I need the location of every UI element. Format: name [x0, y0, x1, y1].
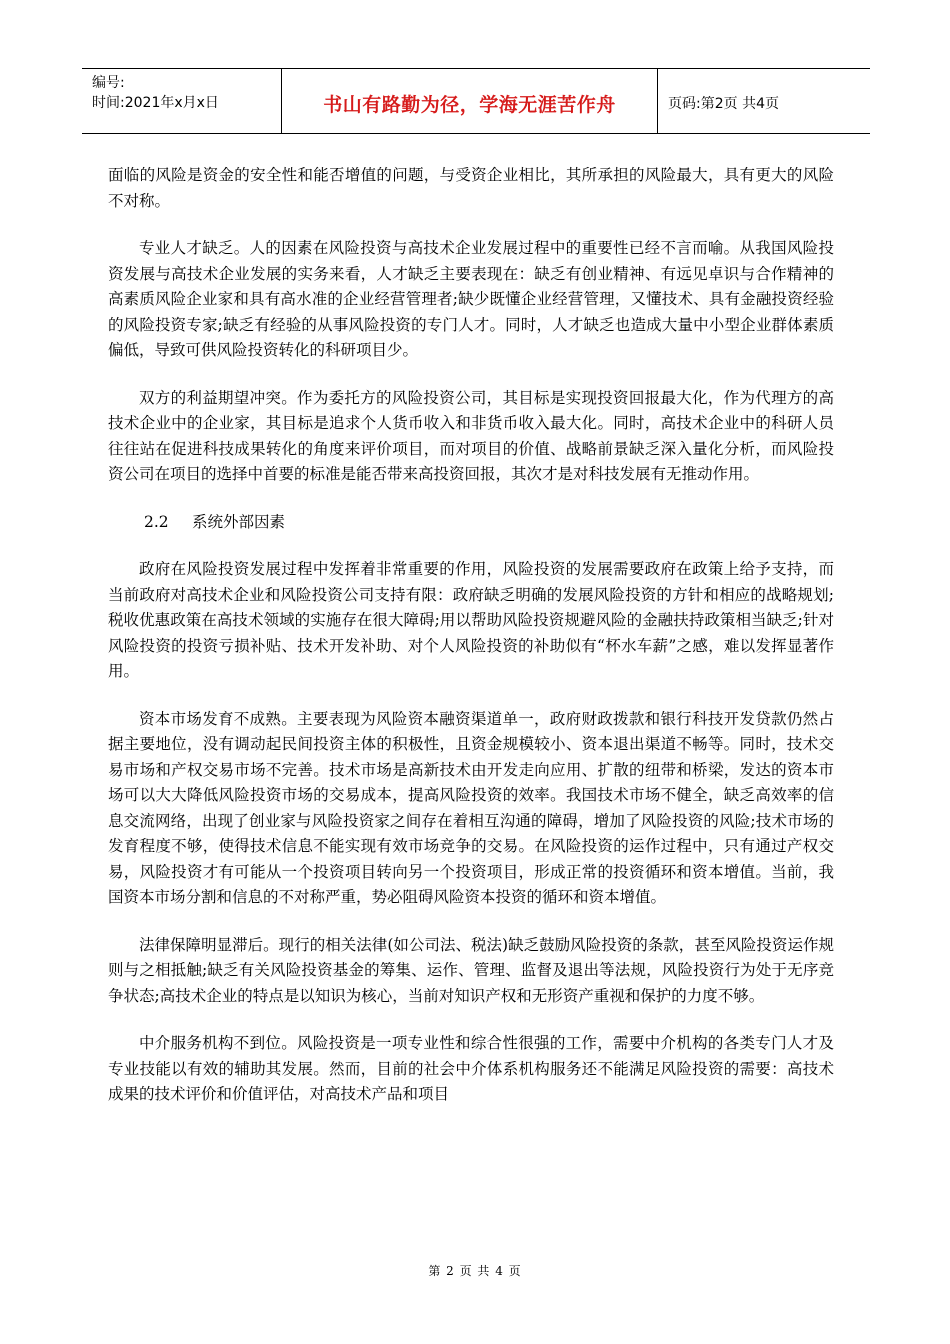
paragraph: 专业人才缺乏。人的因素在风险投资与高技术企业发展过程中的重要性已经不言而喻。从我国风险投资发展与高技术企业发展的实务来看，人才缺乏主要表现在：缺乏有创业精神、有远见卓识与合作精神的高素质风险企业家和具有高水准的企业经营管理者;缺少既懂企业经营管理，又懂技术、具有金融投资经验的风险投资专家;缺乏有经验的从事风险投资的专门人才。同时，人才缺乏也造成大量中小型企业群体素质偏低，导致可供风险投资转化的科研项目少。: [108, 239, 834, 359]
page-header: [82, 68, 870, 134]
section-number: 2.2: [144, 512, 169, 531]
document-number-label: 编号:: [92, 75, 125, 91]
header-page-info: 页码:第2页 共4页: [668, 96, 779, 112]
page-footer: 第 2 页 共 4 页: [428, 1264, 522, 1278]
header-meta: [82, 69, 282, 133]
paragraph: 面临的风险是资金的安全性和能否增值的问题，与受资企业相比，其所承担的风险最大，具有更大的风险不对称。: [108, 166, 834, 210]
document-body: [108, 163, 834, 1130]
paragraph: 法律保障明显滞后。现行的相关法律(如公司法、税法)缺乏鼓励风险投资的条款，甚至风险投资运作规则与之相抵触;缺乏有关风险投资基金的筹集、运作、管理、监督及退出等法规，风险投资行为处于无序竞争状态;高技术企业的特点是以知识为核心，当前对知识产权和无形资产重视和保护的力度不够。: [108, 935, 834, 1005]
header-motto: 书山有路勤为径，学海无涯苦作舟: [282, 69, 658, 133]
section-heading: [108, 510, 834, 536]
section-title: 系统外部因素: [192, 512, 286, 531]
paragraph: 资本市场发育不成熟。主要表现为风险资本融资渠道单一，政府财政拨款和银行科技开发贷款仍然占据主要地位，没有调动起民间投资主体的积极性，且资金规模较小、资本退出渠道不畅等。同时，技术交易市场和产权交易市场不完善。技术市场是高新技术由开发走向应用、扩散的纽带和桥梁，发达的资本市场可以大大降低风险投资市场的交易成本，提高风险投资的效率。我国技术市场不健全，缺乏高效率的信息交流网络，出现了创业家与风险投资家之间存在着相互沟通的障碍，增加了风险投资的风险;技术市场的发育程度不够，使得技术信息不能实现有效市场竞争的交易。在风险投资的运作过程中，只有通过产权交易，风险投资才有可能从一个投资项目转向另一个投资项目，形成正常的投资循环和资本增值。当前，我国资本市场分割和信息的不对称严重，势必阻碍风险资本投资的循环和资本增值。: [108, 709, 834, 906]
document-time-label: 时间:2021年x月x日: [92, 95, 219, 111]
paragraph: 政府在风险投资发展过程中发挥着非常重要的作用，风险投资的发展需要政府在政策上给予支持，而当前政府对高技术企业和风险投资公司支持有限：政府缺乏明确的发展风险投资的方针和相应的战略规划;税收优惠政策在高技术领域的实施存在很大障碍;用以帮助风险投资规避风险的金融扶持政策相当缺乏;针对风险投资的投资亏损补贴、技术开发补助、对个人风险投资的补助似有“杯水车薪”之感，难以发挥显著作用。: [108, 560, 834, 680]
paragraph: 双方的利益期望冲突。作为委托方的风险投资公司，其目标是实现投资回报最大化，作为代理方的高技术企业中的企业家，其目标是追求个人货币收入和非货币收入最大化。同时，高技术企业中的科研人员往往站在促进科技成果转化的角度来评价项目，而对项目的价值、战略前景缺乏深入量化分析，而风险投资公司在项目的选择中首要的标准是能否带来高投资回报，其次才是对科技发展有无推动作用。: [108, 388, 834, 483]
paragraph: 中介服务机构不到位。风险投资是一项专业性和综合性很强的工作，需要中介机构的各类专门人才及专业技能以有效的辅助其发展。然而，目前的社会中介体系机构服务还不能满足风险投资的需要：高技术成果的技术评价和价值评估，对高技术产品和项目: [108, 1034, 834, 1103]
